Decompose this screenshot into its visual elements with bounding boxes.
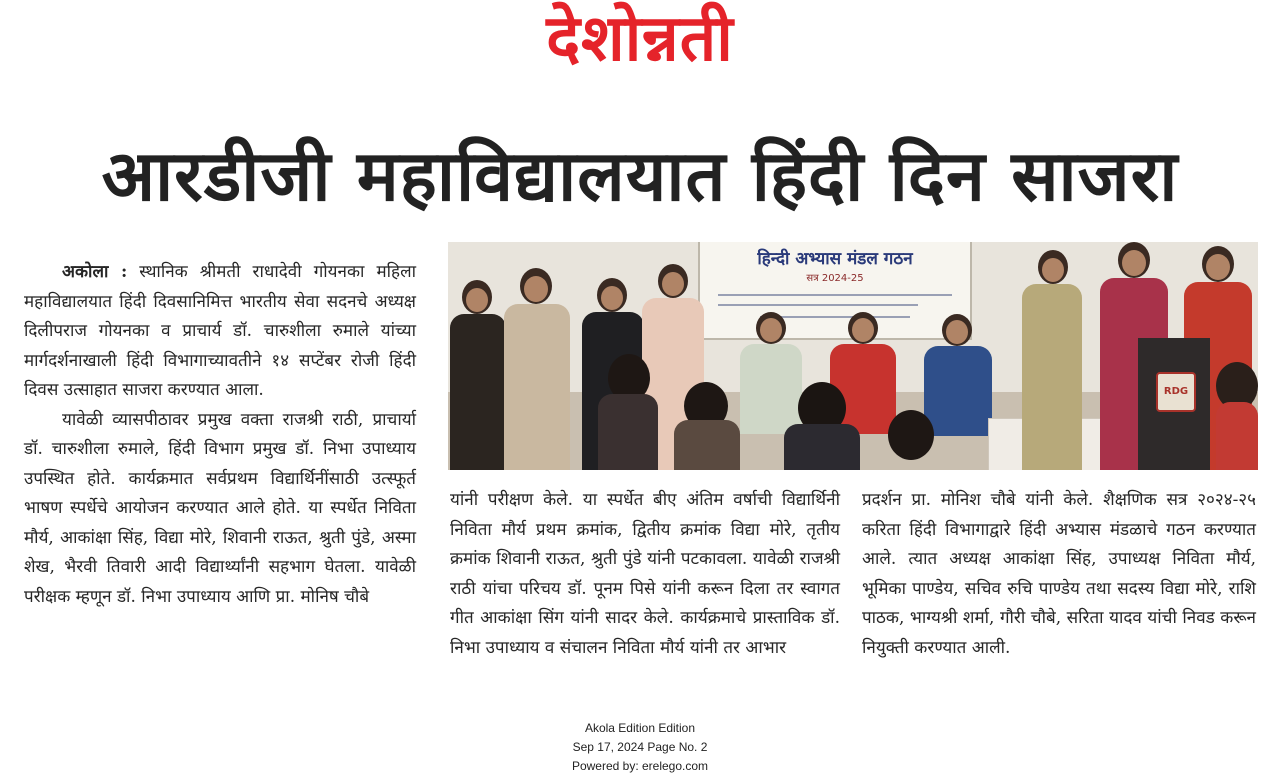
article-paragraph-4: प्रदर्शन प्रा. मोनिश चौबे यांनी केले. शैक्षणिक सत्र २०२४-२५ करिता हिंदी विभागाद्वारे हिंदी अभ्यास मंडळाचे गठन करण्यात आले. त्यात अध्यक्ष आकांक्षा सिंह, उपाध्यक्ष निविता मौर्य, भूमिका पाण्डेय, सचिव रुचि पाण्डेय तथा सदस्य विद्या मोरे, राशि पाठक, भाग्यश्री शर्मा, गौरी चौबे, सरिता यादव यांची निवड करून नियुक्ती करण्यात आली. [862, 490, 1256, 658]
article-column-1 [24, 258, 416, 612]
screen-text-line [718, 304, 918, 306]
page-footer [500, 719, 780, 776]
article-headline: आरडीजी महाविद्यालयात हिंदी दिन साजरा [101, 135, 1179, 217]
screen-text-line [718, 294, 952, 296]
article-column-3 [862, 486, 1256, 663]
powered-by-label: Powered by: erelego.com [571, 759, 709, 773]
article-paragraph-1 [24, 258, 416, 406]
audience-member [784, 382, 860, 470]
screen-subtitle: सत्र 2024-25 [806, 273, 864, 284]
article-text: स्थानिक श्रीमती राधादेवी गोयनका महिला महाविद्यालयात हिंदी दिवसानिमित्त भारतीय सेवा सदनचे अध्यक्ष दिलीपराज गोयनका व प्राचार्य डॉ. चारुशीला रुमाले यांच्या मार्गदर्शनाखाली हिंदी विभागाच्यावतीने १४ सप्टेंबर रोजी हिंदी दिवस उत्साहात साजरा करण्यात आला. [24, 262, 416, 400]
screen-title: हिन्दी अभ्यास मंडल गठन [757, 249, 913, 269]
article-paragraph-3: यांनी परीक्षण केले. या स्पर्धेत बीए अंतिम वर्षाची विद्यार्थिनी निविता मौर्य प्रथम क्रमांक, द्वितीय क्रमांक विद्या मोरे, तृतीय क्रमांक शिवानी राऊत, श्रुती पुंडे यांनी पटकावला. यावेळी राजश्री राठी यांचा परिचय डॉ. पूनम पिसे यांनी करून दिला तर स्वागत गीत आकांक्षा सिंग यांनी सादर केले. कार्यक्रमाचे प्रास्ताविक डॉ. निभा उपाध्याय व संचालन निविता मौर्य यांनी तर आभार [450, 490, 840, 658]
audience-member [878, 410, 944, 470]
person-figure [1020, 250, 1084, 470]
article-paragraph-2: यावेळी व्यासपीठावर प्रमुख वक्ता राजश्री राठी, प्राचार्या डॉ. चारुशीला रुमाले, हिंदी विभाग प्रमुख डॉ. निभा उपाध्याय उपस्थित होते. कार्यक्रमात सर्वप्रथम विद्यार्थिनींसाठी उत्स्फूर्त भाषण स्पर्धेचे आयोजन करण्यात आले होते. या स्पर्धेत निविता मौर्य, आकांक्षा सिंह, विद्या मोरे, शिवानी राऊत, श्रुती पुंडे, अस्मा शेख, भैरवी तिवारी आदी विद्यार्थ्यांनी सहभाग घेतला. यावेळी परीक्षक म्हणून डॉ. निभा उपाध्याय आणि प्रा. मोनिष चौबे [24, 409, 416, 607]
podium-logo: RDG [1156, 372, 1196, 412]
audience-member [674, 382, 740, 470]
date-page-label: Sep 17, 2024 Page No. 2 [572, 740, 708, 754]
podium [1138, 338, 1210, 470]
masthead [0, 0, 1280, 80]
audience-member [598, 354, 658, 470]
dateline: अकोला : [62, 262, 128, 282]
article-column-2 [450, 486, 840, 663]
person-figure [448, 280, 508, 470]
newspaper-logo: देशोन्नती [546, 2, 734, 76]
person-figure [500, 268, 574, 470]
edition-label: Akola Edition Edition [584, 721, 696, 735]
audience-member [1216, 362, 1258, 470]
event-photo [448, 242, 1258, 470]
